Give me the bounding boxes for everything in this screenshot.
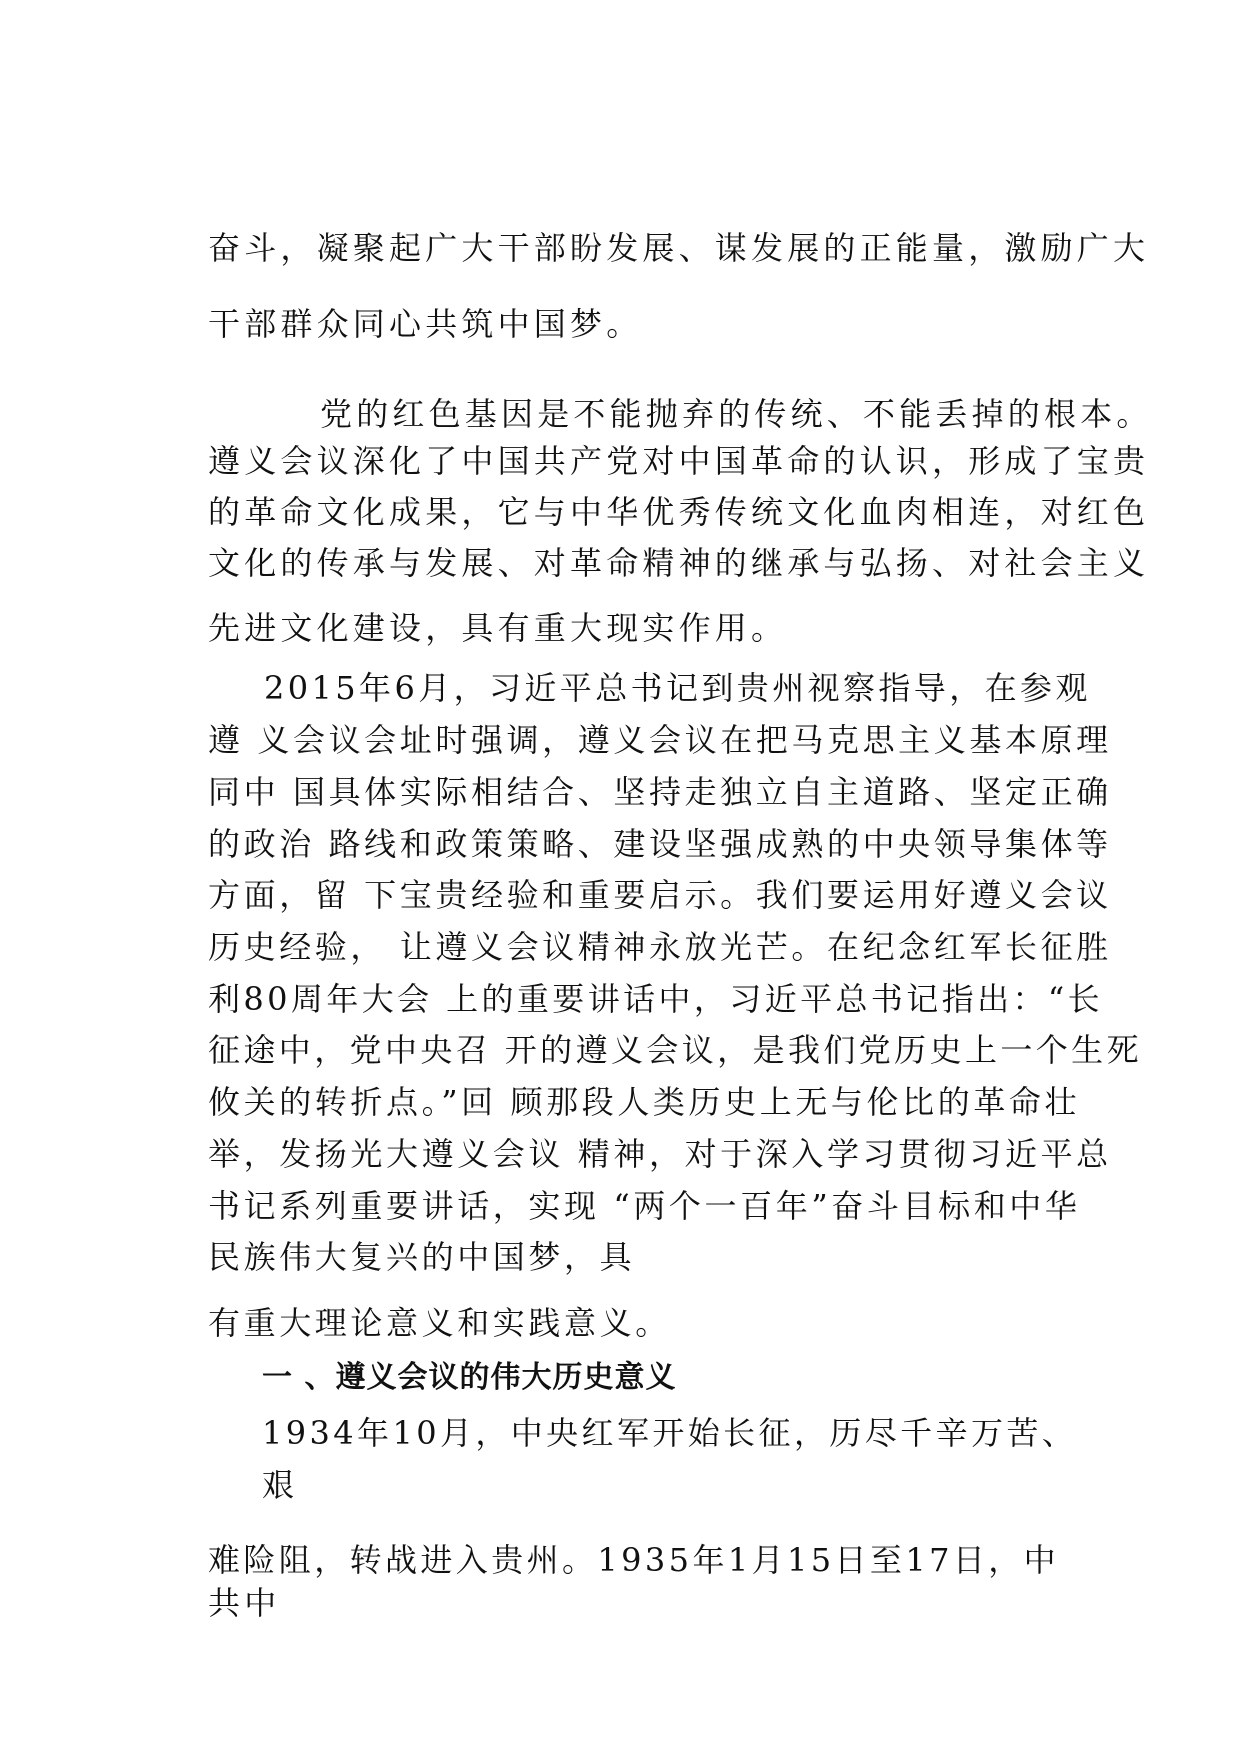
text-line: 书记系列重要讲话，实现 “两个一百年”奋斗目标和中华 — [208, 1187, 1081, 1225]
text-line: 共中 — [208, 1584, 281, 1622]
paragraph-first-line: 2015年6月，习近平总书记到贵州视察指导，在参观 — [264, 669, 1091, 707]
text-line: 奋斗，凝聚起广大干部盼发展、谋发展的正能量，激励广大 — [208, 229, 1150, 267]
text-line: 征途中，党中央召 开的遵义会议，是我们党历史上一个生死 — [208, 1031, 1142, 1069]
text-line: 历史经验， 让遵义会议精神永放光芒。在纪念红军长征胜 — [208, 928, 1112, 966]
text-line: 攸关的转折点。”回 顾那段人类历史上无与伦比的革命壮 — [208, 1083, 1081, 1121]
text-line: 难险阻，转战进入贵州。1935年1月15日至17日，中 — [208, 1541, 1060, 1579]
text-line: 文化的传承与发展、对革命精神的继承与弘扬、对社会主义 — [208, 544, 1150, 582]
text-line: 利80周年大会 上的重要讲话中，习近平总书记指出：“长 — [208, 980, 1104, 1018]
section-heading: 一 、遵义会议的伟大历史意义 — [262, 1360, 677, 1395]
paragraph-first-line: 党的红色基因是不能抛弃的传统、不能丢掉的根本。 — [320, 395, 1153, 433]
text-line: 遵 义会议会址时强调，遵义会议在把马克思主义基本原理 — [208, 721, 1112, 759]
text-line: 先进文化建设，具有重大现实作用。 — [208, 609, 788, 647]
text-line: 民族伟大复兴的中国梦，具 — [208, 1238, 636, 1276]
text-line: 同中 国具体实际相结合、坚持走独立自主道路、坚定正确 — [208, 773, 1112, 811]
text-line: 干部群众同心共筑中国梦。 — [208, 305, 643, 343]
text-line: 方面，留 下宝贵经验和重要启示。我们要运用好遵义会议 — [208, 876, 1112, 914]
text-line: 艰 — [262, 1466, 299, 1504]
text-line: 的革命文化成果，它与中华优秀传统文化血肉相连，对红色 — [208, 493, 1150, 531]
paragraph-first-line: 1934年10月，中央红军开始长征，历尽千辛万苦、 — [262, 1414, 1078, 1452]
text-line: 有重大理论意义和实践意义。 — [208, 1304, 671, 1342]
text-line: 举，发扬光大遵义会议 精神，对于深入学习贯彻习近平总 — [208, 1135, 1112, 1173]
text-line: 遵义会议深化了中国共产党对中国革命的认识，形成了宝贵 — [208, 442, 1150, 480]
text-line: 的政治 路线和政策策略、建设坚强成熟的中央领导集体等 — [208, 825, 1112, 863]
